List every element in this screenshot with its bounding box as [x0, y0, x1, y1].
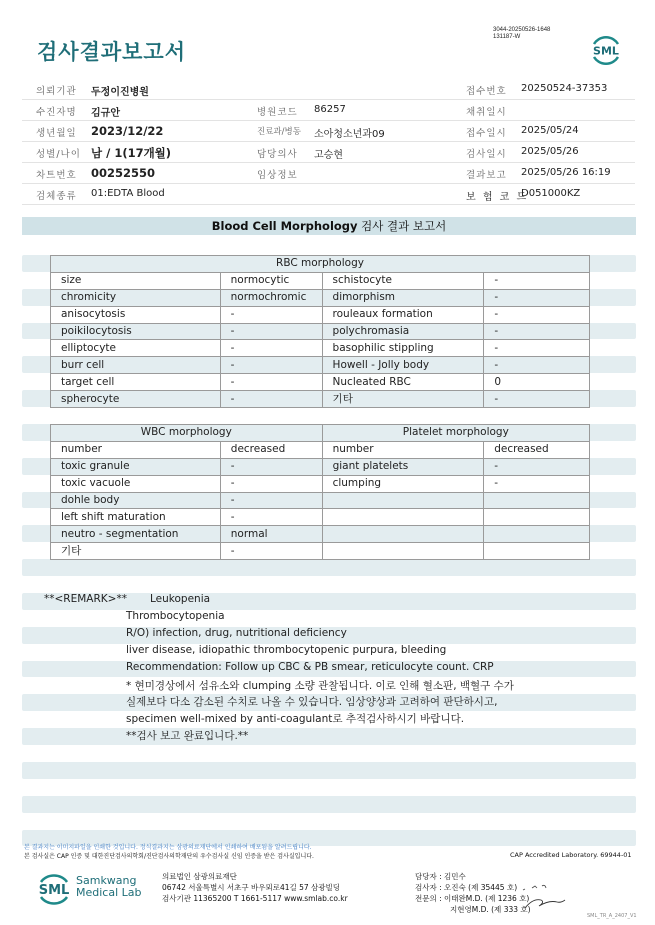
organization-address [162, 871, 348, 904]
table-cell-value: - [220, 374, 322, 391]
page-title: 검사결과보고서 [37, 40, 187, 64]
table-cell-item: burr cell [51, 357, 221, 374]
sml-footer-logo-icon [34, 872, 74, 906]
chart-no-value: 00252550 [91, 166, 156, 180]
institution-label: 의뢰기관 [36, 86, 77, 97]
cap-accreditation: CAP Accredited Laboratory. 69944-01 [510, 851, 632, 859]
table-cell-item: rouleaux formation [322, 306, 484, 323]
section-title-ko: 검사 결과 보고서 [357, 219, 447, 233]
remark-line: **검사 보고 완료입니다.** [126, 730, 249, 743]
table-cell-item: Nucleated RBC [322, 374, 484, 391]
table-cell-item: Howell - Jolly body [322, 357, 484, 374]
svg-text:SML: SML [38, 883, 70, 898]
brand-line2: Medical Lab [76, 886, 142, 899]
test-date-label: 검사일시 [466, 149, 507, 160]
table-cell-value: decreased [484, 441, 590, 458]
table-cell-item: polychromasia [322, 323, 484, 340]
reception-no-value: 20250524-37353 [521, 83, 608, 94]
hospital-code-value: 86257 [314, 104, 346, 115]
table-row [51, 441, 590, 458]
table-cell-value: - [220, 340, 322, 357]
department-label: 진료과/병동 [257, 127, 301, 137]
rbc-morphology-table [50, 255, 590, 408]
table-cell-value: - [220, 509, 322, 526]
signature-icon [520, 880, 590, 914]
table-cell-value: normal [220, 526, 322, 543]
hospital-code-label: 병원코드 [257, 107, 298, 118]
department-value: 소아청소년과09 [314, 129, 385, 140]
table-cell-item: left shift maturation [51, 509, 221, 526]
sex-age-value: 남 / 1(17개월) [91, 146, 172, 160]
table-cell-item [322, 543, 484, 560]
table-cell-value: normocytic [220, 272, 322, 289]
table-row [51, 357, 590, 374]
table-row [51, 306, 590, 323]
wbc-platelet-morphology-table [50, 424, 590, 560]
table-cell-item: toxic granule [51, 458, 221, 475]
clinical-info-label: 임상정보 [257, 170, 298, 181]
table-row [51, 526, 590, 543]
info-row-3 [22, 121, 635, 142]
table-row [51, 391, 590, 408]
table-cell-item: dohle body [51, 492, 221, 509]
footer-notice-accreditation: 본 검사실은 CAP 인증 및 대한진단검사의학회/진단검사의학재단의 우수검사실 신임 인증을 받은 검사실입니다. [24, 853, 314, 860]
insurance-code-label: 보 험 코 드 [466, 192, 529, 203]
info-row-5 [22, 163, 635, 184]
doctor-value: 고승현 [314, 150, 343, 161]
report-date-label: 결과보고 [466, 170, 507, 181]
table-cell-value: - [220, 492, 322, 509]
reception-date-label: 접수일시 [466, 128, 507, 139]
table-cell-item: elliptocyte [51, 340, 221, 357]
tester: 검사자 : 오진숙 (제 35445 호) [415, 883, 518, 892]
table-row [51, 289, 590, 306]
section-title [22, 217, 636, 235]
remark-line: R/O) infection, drug, nutritional deficiency [126, 626, 347, 639]
platelet-table-header: Platelet morphology [322, 425, 589, 442]
org-name: 의료법인 삼광의료재단 [162, 872, 237, 881]
wbc-table-header: WBC morphology [51, 425, 323, 442]
patient-name-value: 김규안 [91, 108, 120, 119]
table-row [51, 543, 590, 560]
svg-text:SML: SML [593, 44, 619, 58]
table-cell-item: giant platelets [322, 458, 484, 475]
table-cell-value: - [220, 475, 322, 492]
birth-date-value: 2023/12/22 [91, 124, 164, 138]
sml-logo-icon [588, 32, 624, 68]
table-cell-item: 기타 [322, 391, 484, 408]
table-cell-value: - [484, 357, 590, 374]
info-row-1 [22, 79, 635, 100]
remark-line: specimen well-mixed by anti-coagulant로 추적검사하시기 바랍니다. [126, 713, 465, 726]
manager: 담당자 : 김민수 [415, 872, 466, 881]
table-cell-value: decreased [220, 441, 322, 458]
table-cell-value [484, 526, 590, 543]
remark-line: Recommendation: Follow up CBC & PB smear, reticulocyte count. CRP [126, 660, 494, 673]
birth-date-label: 생년월일 [36, 128, 77, 139]
table-row [51, 458, 590, 475]
table-cell-item: target cell [51, 374, 221, 391]
doctor-label: 담당의사 [257, 149, 298, 160]
table-cell-item: poikilocytosis [51, 323, 221, 340]
info-row-6 [22, 184, 635, 205]
table-cell-item: chromicity [51, 289, 221, 306]
document-id-line1: 3044-20250526-1648 [493, 27, 551, 33]
table-cell-value: - [484, 340, 590, 357]
table-cell-value: - [484, 475, 590, 492]
table-cell-item: dimorphism [322, 289, 484, 306]
table-cell-item [322, 492, 484, 509]
document-id [493, 27, 550, 41]
table-row [51, 340, 590, 357]
table-cell-value [484, 509, 590, 526]
table-cell-item: neutro - segmentation [51, 526, 221, 543]
table-cell-item: size [51, 272, 221, 289]
table-cell-value: - [220, 306, 322, 323]
info-row-4 [22, 142, 635, 163]
table-cell-value: - [220, 357, 322, 374]
table-cell-value: - [484, 306, 590, 323]
stripe-band [22, 728, 636, 745]
table-cell-value: - [484, 458, 590, 475]
chart-no-label: 차트번호 [36, 170, 77, 181]
footer-notice-image: 본 결과지는 이미지파일을 인쇄한 것입니다. 정식결과지는 삼광의료재단에서 인쇄하여 배포됨을 알려드립니다. [24, 844, 312, 851]
rbc-table-header: RBC morphology [51, 256, 590, 273]
table-cell-value: 0 [484, 374, 590, 391]
stripe-band [22, 762, 636, 779]
section-title-en: Blood Cell Morphology [211, 219, 358, 233]
document-id-line2: 131187-W [493, 34, 521, 40]
table-cell-value: - [220, 323, 322, 340]
reception-no-label: 접수번호 [466, 86, 507, 97]
institution-value: 두정이진병원 [91, 87, 149, 98]
table-cell-item: anisocytosis [51, 306, 221, 323]
table-cell-item: spherocyte [51, 391, 221, 408]
remark-line: 실제보다 다소 감소된 수치로 나올 수 있습니다. 임상양상과 고려하여 판단하시고, [126, 696, 498, 709]
brand-line1: Samkwang [76, 874, 137, 887]
table-cell-item: basophilic stippling [322, 340, 484, 357]
remark-line: liver disease, idiopathic thrombocytopenic purpura, bleeding [126, 643, 447, 656]
sex-age-label: 성별/나이 [36, 149, 81, 160]
table-row [51, 272, 590, 289]
table-row [51, 475, 590, 492]
staff-signatures [415, 871, 531, 915]
table-cell-item: toxic vacuole [51, 475, 221, 492]
table-cell-value: - [484, 289, 590, 306]
table-cell-item [322, 509, 484, 526]
table-row [51, 492, 590, 509]
table-row [51, 509, 590, 526]
remark-line: Leukopenia [150, 593, 211, 605]
specialist-1: 전문의 : 이태완M.D. (제 1236 호) [415, 894, 530, 903]
table-cell-item: number [51, 441, 221, 458]
table-cell-item: number [322, 441, 484, 458]
remark-line: Thrombocytopenia [126, 609, 225, 622]
table-cell-item: schistocyte [322, 272, 484, 289]
specialist-2: 지현영M.D. (제 333 호) [450, 905, 531, 914]
table-row [51, 323, 590, 340]
specimen-label: 검체종류 [36, 191, 77, 202]
report-date-value: 2025/05/26 16:19 [521, 167, 611, 178]
table-cell-value: - [220, 391, 322, 408]
table-row [51, 374, 590, 391]
patient-name-label: 수진자명 [36, 107, 77, 118]
brand-name [76, 875, 142, 899]
table-cell-item [322, 526, 484, 543]
remark-label: **<REMARK>** [44, 593, 127, 605]
table-cell-value: - [220, 458, 322, 475]
stripe-band [22, 559, 636, 576]
table-cell-value [484, 492, 590, 509]
table-cell-value [484, 543, 590, 560]
org-contact: 검사기관 11365200 T 1661-5117 www.smlab.co.kr [162, 894, 348, 903]
table-cell-value: - [484, 323, 590, 340]
table-cell-item: 기타 [51, 543, 221, 560]
reception-date-value: 2025/05/24 [521, 125, 579, 136]
table-cell-value: - [484, 391, 590, 408]
form-version: SML_TR_A_2407_V1 [587, 913, 637, 919]
insurance-code-value: D051000KZ [521, 188, 581, 199]
table-cell-item: clumping [322, 475, 484, 492]
info-row-2 [22, 100, 635, 121]
collection-date-label: 채취일시 [466, 107, 507, 118]
table-cell-value: - [220, 543, 322, 560]
stripe-band [22, 796, 636, 813]
table-cell-value: - [484, 272, 590, 289]
table-cell-value: normochromic [220, 289, 322, 306]
remark-line: * 현미경상에서 섬유소와 clumping 소량 관찰됩니다. 이로 인해 혈소판, 백혈구 수가 [126, 679, 514, 692]
specimen-value: 01:EDTA Blood [91, 188, 165, 199]
test-date-value: 2025/05/26 [521, 146, 579, 157]
org-address: 06742 서울특별시 서초구 바우뫼로41길 57 삼광빌딩 [162, 883, 341, 892]
